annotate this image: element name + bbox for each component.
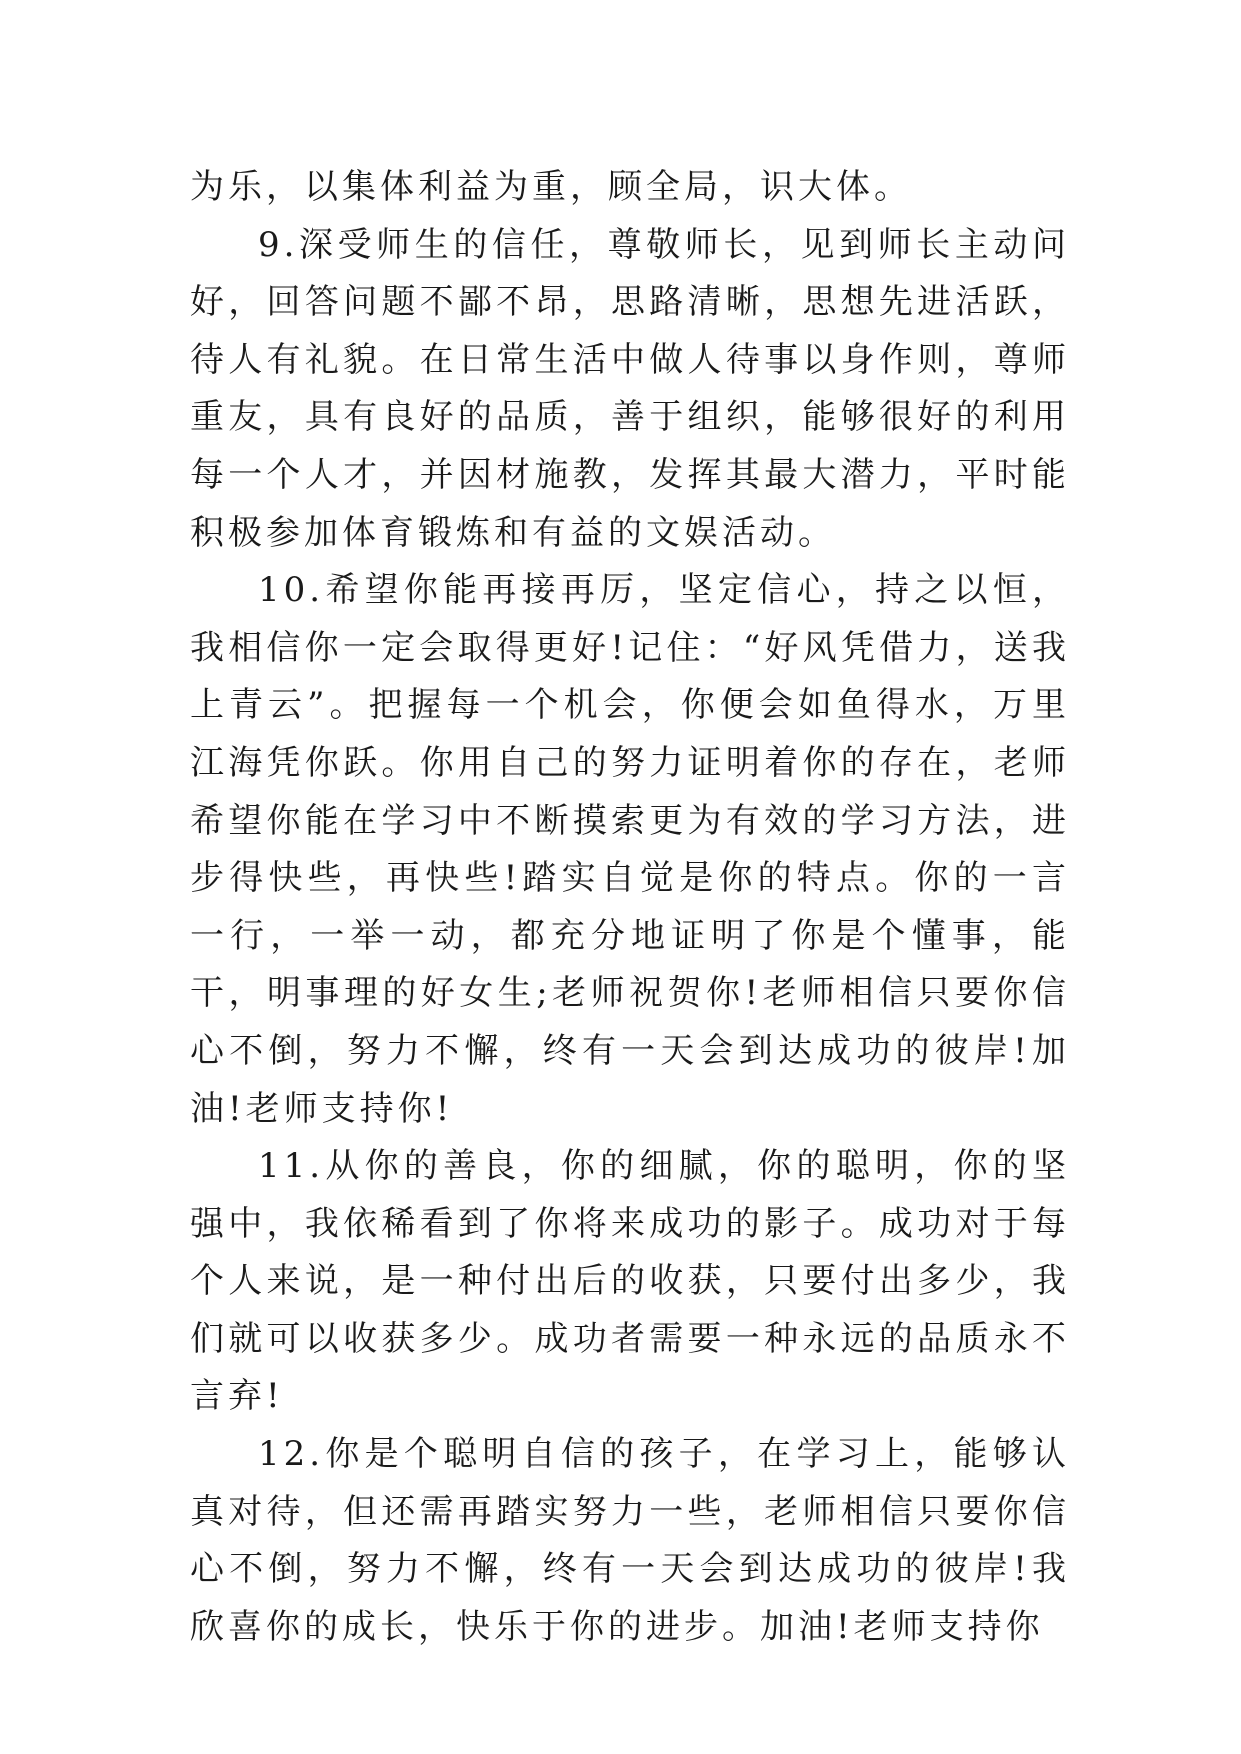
paragraph-item-10: 10.希望你能再接再厉，坚定信心，持之以恒，我相信你一定会取得更好!记住：“好风凭借力，送我上青云”。把握每一个机会，你便会如鱼得水，万里江海凭你跃。你用自己的努力证明着你的存在，老师希望你能在学习中不断摸索更为有效的学习方法，进步得快些，再快些!踏实自觉是你的特点。你的一言一行，一举一动，都充分地证明了你是个懂事，能干，明事理的好女生;老师祝贺你!老师相信只要你信心不倒，努力不懈，终有一天会到达成功的彼岸!加油!老师支持你! <box>190 570 1070 1129</box>
paragraph-item-9: 9.深受师生的信任，尊敬师长，见到师长主动问好，回答问题不鄙不昂，思路清晰，思想先进活跃，待人有礼貌。在日常生活中做人待事以身作则，尊师重友，具有良好的品质，善于组织，能够很好的利用每一个人才，并因材施教，发挥其最大潜力，平时能积极参加体育锻炼和有益的文娱活动。 <box>190 224 1070 553</box>
paragraph-item-12: 12.你是个聪明自信的孩子，在学习上，能够认真对待，但还需再踏实努力一些，老师相信只要你信心不倒，努力不懈，终有一天会到达成功的彼岸!我欣喜你的成长，快乐于你的进步。加油!老师支持你 <box>190 1434 1070 1647</box>
document-body <box>190 159 1070 1656</box>
paragraph-item-11: 11.从你的善良，你的细腻，你的聪明，你的坚强中，我依稀看到了你将来成功的影子。成功对于每个人来说，是一种付出后的收获，只要付出多少，我们就可以收获多少。成功者需要一种永远的品质永不言弃! <box>190 1146 1070 1417</box>
paragraph-continuation: 为乐，以集体利益为重，顾全局，识大体。 <box>190 167 912 207</box>
